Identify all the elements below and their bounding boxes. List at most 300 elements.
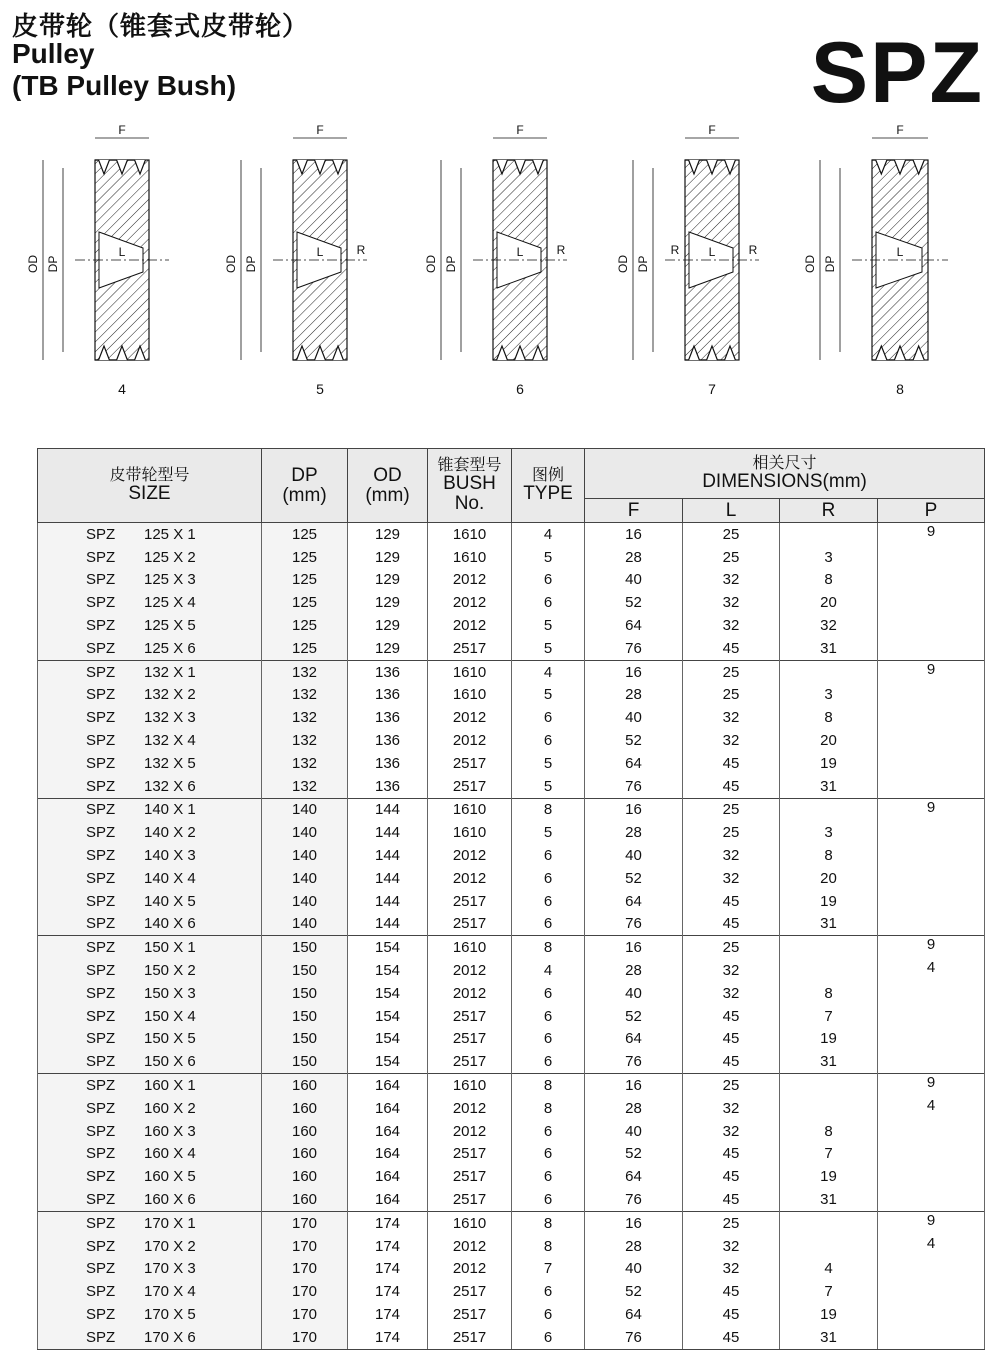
cell-size: SPZ 140 X 2 — [38, 821, 262, 844]
cell-dp: 170 — [262, 1235, 348, 1258]
cell-dp: 160 — [262, 1097, 348, 1120]
cell-r: 4 — [780, 1258, 878, 1281]
cell-l: 45 — [683, 1188, 780, 1211]
cell-f: 52 — [585, 1005, 683, 1028]
cell-type: 4 — [512, 959, 585, 982]
cell-r: 19 — [780, 1028, 878, 1051]
cell-dp: 132 — [262, 684, 348, 707]
cell-od: 144 — [348, 821, 428, 844]
cell-r: 8 — [780, 569, 878, 592]
cell-f: 76 — [585, 1188, 683, 1211]
cell-size: SPZ 132 X 4 — [38, 729, 262, 752]
cell-l: 45 — [683, 752, 780, 775]
cell-dp: 150 — [262, 1028, 348, 1051]
cell-r: 8 — [780, 982, 878, 1005]
cell-od: 136 — [348, 729, 428, 752]
cell-bush: 2517 — [428, 1165, 512, 1188]
table-row — [38, 614, 985, 637]
cell-p — [878, 591, 985, 614]
cell-size: SPZ 125 X 6 — [38, 637, 262, 660]
cell-f: 76 — [585, 913, 683, 936]
cell-l: 45 — [683, 1326, 780, 1349]
cell-dp: 160 — [262, 1120, 348, 1143]
cell-p — [878, 569, 985, 592]
table-row — [38, 1258, 985, 1281]
cell-type: 6 — [512, 1028, 585, 1051]
cell-od: 164 — [348, 1165, 428, 1188]
cell-od: 136 — [348, 775, 428, 798]
table-row — [38, 1074, 985, 1097]
header-bush: 锥套型号 BUSH No. — [428, 449, 512, 523]
cell-bush: 2517 — [428, 1005, 512, 1028]
cell-l: 32 — [683, 1120, 780, 1143]
cell-f: 52 — [585, 1280, 683, 1303]
page-subtitle-en: (TB Pulley Bush) — [12, 70, 237, 101]
f-label: F — [708, 123, 716, 137]
cell-r: 31 — [780, 913, 878, 936]
cell-r: 20 — [780, 591, 878, 614]
cell-p — [878, 614, 985, 637]
cell-size: SPZ 150 X 1 — [38, 936, 262, 959]
f-label: F — [118, 123, 126, 137]
cell-size: SPZ 140 X 5 — [38, 890, 262, 913]
cell-od: 144 — [348, 844, 428, 867]
cell-type: 6 — [512, 913, 585, 936]
cell-bush: 2012 — [428, 706, 512, 729]
l-label: L — [316, 245, 324, 259]
cell-p: 9 — [878, 936, 985, 959]
cell-od: 129 — [348, 637, 428, 660]
cell-type: 5 — [512, 546, 585, 569]
r-label: R — [748, 243, 758, 257]
cell-l: 32 — [683, 569, 780, 592]
cell-p — [878, 637, 985, 660]
cell-size: SPZ 170 X 3 — [38, 1258, 262, 1281]
cell-dp: 170 — [262, 1211, 348, 1234]
cell-bush: 1610 — [428, 660, 512, 683]
cell-size: SPZ 160 X 1 — [38, 1074, 262, 1097]
cell-size: SPZ 132 X 2 — [38, 684, 262, 707]
r-label: R — [356, 243, 366, 257]
table-row — [38, 523, 985, 546]
cell-od: 129 — [348, 546, 428, 569]
cell-p — [878, 982, 985, 1005]
cell-p — [878, 1028, 985, 1051]
cell-bush: 2012 — [428, 1097, 512, 1120]
header-p: P — [878, 499, 985, 523]
cell-type: 6 — [512, 1120, 585, 1143]
cell-f: 40 — [585, 1120, 683, 1143]
cell-r: 8 — [780, 844, 878, 867]
cell-size: SPZ 170 X 1 — [38, 1211, 262, 1234]
cell-size: SPZ 170 X 2 — [38, 1235, 262, 1258]
cell-bush: 2517 — [428, 1280, 512, 1303]
cell-l: 32 — [683, 1235, 780, 1258]
cell-f: 40 — [585, 1258, 683, 1281]
cell-l: 32 — [683, 1258, 780, 1281]
cell-p — [878, 913, 985, 936]
cell-bush: 2012 — [428, 569, 512, 592]
cell-p — [878, 1303, 985, 1326]
cell-l: 32 — [683, 1097, 780, 1120]
cell-l: 25 — [683, 660, 780, 683]
cell-l: 32 — [683, 982, 780, 1005]
dp-label: DP — [244, 255, 258, 273]
cell-od: 136 — [348, 706, 428, 729]
cell-od: 136 — [348, 660, 428, 683]
cell-od: 154 — [348, 1028, 428, 1051]
l-label: L — [516, 245, 524, 259]
table-row — [38, 1165, 985, 1188]
f-label: F — [896, 123, 904, 137]
table-row — [38, 684, 985, 707]
header-dimensions: 相关尺寸 DIMENSIONS(mm) — [585, 449, 985, 499]
cell-size: SPZ 160 X 4 — [38, 1143, 262, 1166]
table-row — [38, 1188, 985, 1211]
header-r: R — [780, 499, 878, 523]
cell-l: 45 — [683, 1005, 780, 1028]
cell-r: 31 — [780, 1188, 878, 1211]
cell-p — [878, 821, 985, 844]
cell-l: 32 — [683, 706, 780, 729]
cell-size: SPZ 125 X 1 — [38, 523, 262, 546]
cell-f: 76 — [585, 1050, 683, 1073]
cell-bush: 1610 — [428, 684, 512, 707]
pulley-diagram-type-8 — [803, 123, 948, 397]
cell-od: 174 — [348, 1326, 428, 1349]
table-row — [38, 821, 985, 844]
cell-p — [878, 1258, 985, 1281]
cell-type: 8 — [512, 798, 585, 821]
cell-p — [878, 706, 985, 729]
table-row — [38, 1097, 985, 1120]
cell-bush: 2012 — [428, 591, 512, 614]
cell-type: 6 — [512, 1050, 585, 1073]
cell-r: 32 — [780, 614, 878, 637]
cell-bush: 1610 — [428, 821, 512, 844]
cell-l: 45 — [683, 775, 780, 798]
cell-size: SPZ 170 X 6 — [38, 1326, 262, 1349]
cell-od: 164 — [348, 1143, 428, 1166]
cell-dp: 125 — [262, 523, 348, 546]
cell-type: 8 — [512, 1074, 585, 1097]
cell-f: 64 — [585, 752, 683, 775]
table-row — [38, 798, 985, 821]
cell-p — [878, 1188, 985, 1211]
table-row — [38, 1326, 985, 1349]
cell-size: SPZ 125 X 5 — [38, 614, 262, 637]
cell-l: 25 — [683, 523, 780, 546]
cell-r: 20 — [780, 729, 878, 752]
cell-dp: 125 — [262, 637, 348, 660]
cell-dp: 150 — [262, 1050, 348, 1073]
cell-l: 32 — [683, 591, 780, 614]
cell-p: 9 — [878, 660, 985, 683]
cell-od: 136 — [348, 684, 428, 707]
cell-size: SPZ 132 X 6 — [38, 775, 262, 798]
table-row — [38, 1005, 985, 1028]
cell-f: 28 — [585, 821, 683, 844]
cell-size: SPZ 170 X 5 — [38, 1303, 262, 1326]
cell-p — [878, 546, 985, 569]
cell-f: 28 — [585, 959, 683, 982]
cell-size: SPZ 160 X 6 — [38, 1188, 262, 1211]
cell-dp: 160 — [262, 1143, 348, 1166]
table-row — [38, 1280, 985, 1303]
cell-bush: 1610 — [428, 936, 512, 959]
cell-f: 40 — [585, 982, 683, 1005]
cell-type: 6 — [512, 729, 585, 752]
cell-type: 5 — [512, 614, 585, 637]
l-label: L — [118, 245, 126, 259]
cell-bush: 2012 — [428, 614, 512, 637]
cell-l: 45 — [683, 1143, 780, 1166]
cell-dp: 150 — [262, 1005, 348, 1028]
cell-l: 25 — [683, 1074, 780, 1097]
cell-l: 32 — [683, 844, 780, 867]
cell-bush: 2517 — [428, 913, 512, 936]
cell-f: 16 — [585, 936, 683, 959]
cell-dp: 160 — [262, 1188, 348, 1211]
cell-r: 19 — [780, 752, 878, 775]
cell-dp: 170 — [262, 1280, 348, 1303]
dp-label: DP — [46, 255, 60, 273]
cell-l: 25 — [683, 684, 780, 707]
cell-p — [878, 729, 985, 752]
cell-r: 31 — [780, 775, 878, 798]
cell-size: SPZ 150 X 5 — [38, 1028, 262, 1051]
f-label: F — [316, 123, 324, 137]
cell-f: 16 — [585, 660, 683, 683]
table-row — [38, 936, 985, 959]
cell-f: 28 — [585, 546, 683, 569]
cell-p — [878, 1143, 985, 1166]
cell-r — [780, 523, 878, 546]
cell-size: SPZ 160 X 2 — [38, 1097, 262, 1120]
cell-dp: 140 — [262, 798, 348, 821]
table-row — [38, 569, 985, 592]
cell-bush: 2517 — [428, 1050, 512, 1073]
cell-f: 16 — [585, 798, 683, 821]
cell-size: SPZ 125 X 4 — [38, 591, 262, 614]
cell-l: 32 — [683, 729, 780, 752]
r2-label: R — [670, 243, 680, 257]
cell-bush: 2517 — [428, 890, 512, 913]
cell-od: 136 — [348, 752, 428, 775]
header-size: 皮带轮型号 SIZE — [38, 449, 262, 523]
cell-r — [780, 936, 878, 959]
cell-bush: 1610 — [428, 1211, 512, 1234]
cell-dp: 132 — [262, 752, 348, 775]
table-row — [38, 1120, 985, 1143]
f-label: F — [516, 123, 524, 137]
table-row — [38, 591, 985, 614]
pulley-diagram-type-7 — [616, 123, 759, 397]
cell-type: 7 — [512, 1258, 585, 1281]
cell-r: 7 — [780, 1005, 878, 1028]
cell-od: 164 — [348, 1188, 428, 1211]
cell-f: 64 — [585, 1303, 683, 1326]
diagram-type-number: 7 — [708, 381, 716, 397]
series-code: SPZ — [810, 25, 984, 121]
cell-type: 5 — [512, 637, 585, 660]
cell-l: 45 — [683, 1165, 780, 1188]
cell-r — [780, 1074, 878, 1097]
cell-r: 19 — [780, 1303, 878, 1326]
cell-f: 64 — [585, 614, 683, 637]
cell-od: 174 — [348, 1258, 428, 1281]
cell-size: SPZ 140 X 6 — [38, 913, 262, 936]
cell-bush: 2517 — [428, 637, 512, 660]
table-row — [38, 706, 985, 729]
cell-dp: 132 — [262, 775, 348, 798]
cell-dp: 125 — [262, 591, 348, 614]
cell-od: 129 — [348, 591, 428, 614]
cell-type: 6 — [512, 1326, 585, 1349]
cell-od: 144 — [348, 890, 428, 913]
cell-dp: 132 — [262, 660, 348, 683]
cell-type: 6 — [512, 569, 585, 592]
cell-p: 4 — [878, 959, 985, 982]
dp-label: DP — [636, 255, 650, 273]
cell-od: 129 — [348, 614, 428, 637]
table-row — [38, 1050, 985, 1073]
cell-dp: 125 — [262, 614, 348, 637]
cell-bush: 2012 — [428, 844, 512, 867]
header-f: F — [585, 499, 683, 523]
cell-bush: 2517 — [428, 1028, 512, 1051]
cell-bush: 2012 — [428, 1235, 512, 1258]
cell-od: 174 — [348, 1303, 428, 1326]
cell-od: 129 — [348, 523, 428, 546]
cell-r: 3 — [780, 821, 878, 844]
cell-l: 25 — [683, 798, 780, 821]
table-row — [38, 660, 985, 683]
cell-f: 52 — [585, 591, 683, 614]
cell-od: 174 — [348, 1280, 428, 1303]
cell-bush: 2012 — [428, 1258, 512, 1281]
cell-dp: 140 — [262, 844, 348, 867]
cell-size: SPZ 125 X 3 — [38, 569, 262, 592]
cell-type: 6 — [512, 591, 585, 614]
cell-od: 154 — [348, 936, 428, 959]
cell-type: 8 — [512, 1211, 585, 1234]
cell-type: 8 — [512, 1097, 585, 1120]
cell-p — [878, 775, 985, 798]
cell-l: 25 — [683, 546, 780, 569]
cell-f: 64 — [585, 1028, 683, 1051]
table-row — [38, 913, 985, 936]
cell-p — [878, 1165, 985, 1188]
cell-p: 4 — [878, 1097, 985, 1120]
cell-size: SPZ 132 X 1 — [38, 660, 262, 683]
cell-f: 64 — [585, 890, 683, 913]
cell-dp: 160 — [262, 1165, 348, 1188]
cell-r: 31 — [780, 1326, 878, 1349]
cell-p — [878, 1120, 985, 1143]
cell-type: 6 — [512, 1303, 585, 1326]
cell-type: 6 — [512, 1005, 585, 1028]
cell-r — [780, 959, 878, 982]
cell-type: 4 — [512, 523, 585, 546]
cell-type: 8 — [512, 936, 585, 959]
cell-dp: 160 — [262, 1074, 348, 1097]
cell-dp: 170 — [262, 1258, 348, 1281]
r-label: R — [556, 243, 566, 257]
cell-p: 9 — [878, 1074, 985, 1097]
cell-r: 7 — [780, 1280, 878, 1303]
table-row — [38, 867, 985, 890]
cell-bush: 1610 — [428, 1074, 512, 1097]
table-row — [38, 729, 985, 752]
cell-r — [780, 1235, 878, 1258]
cell-size: SPZ 150 X 3 — [38, 982, 262, 1005]
cell-bush: 2517 — [428, 775, 512, 798]
cell-r: 8 — [780, 1120, 878, 1143]
cell-r — [780, 798, 878, 821]
cell-size: SPZ 160 X 5 — [38, 1165, 262, 1188]
cell-dp: 150 — [262, 982, 348, 1005]
cell-r — [780, 1097, 878, 1120]
cell-type: 6 — [512, 1280, 585, 1303]
cell-p — [878, 890, 985, 913]
od-label: OD — [803, 255, 817, 273]
cell-bush: 2517 — [428, 1326, 512, 1349]
table-row — [38, 1028, 985, 1051]
cell-size: SPZ 150 X 4 — [38, 1005, 262, 1028]
page-title-en: Pulley — [12, 38, 95, 69]
diagram-type-number: 5 — [316, 381, 324, 397]
table-row — [38, 1235, 985, 1258]
table-row — [38, 637, 985, 660]
cell-od: 164 — [348, 1097, 428, 1120]
cell-f: 28 — [585, 684, 683, 707]
cell-p — [878, 1005, 985, 1028]
table-row — [38, 546, 985, 569]
cell-type: 8 — [512, 1235, 585, 1258]
cell-p: 4 — [878, 1235, 985, 1258]
cell-bush: 2517 — [428, 1188, 512, 1211]
diagram-type-number: 8 — [896, 381, 904, 397]
cell-r — [780, 1211, 878, 1234]
cell-l: 45 — [683, 1028, 780, 1051]
diagram-type-number: 6 — [516, 381, 524, 397]
cell-r: 31 — [780, 1050, 878, 1073]
cell-bush: 2517 — [428, 1143, 512, 1166]
cell-l: 32 — [683, 959, 780, 982]
cell-od: 154 — [348, 1050, 428, 1073]
cell-f: 40 — [585, 706, 683, 729]
cell-r: 3 — [780, 546, 878, 569]
cell-size: SPZ 140 X 4 — [38, 867, 262, 890]
cell-f: 52 — [585, 867, 683, 890]
l-label: L — [708, 245, 716, 259]
cell-r: 20 — [780, 867, 878, 890]
od-label: OD — [424, 255, 438, 273]
cell-r — [780, 660, 878, 683]
cell-r: 3 — [780, 684, 878, 707]
dp-label: DP — [444, 255, 458, 273]
cell-size: SPZ 160 X 3 — [38, 1120, 262, 1143]
cell-type: 5 — [512, 775, 585, 798]
cell-l: 25 — [683, 936, 780, 959]
cell-type: 6 — [512, 1143, 585, 1166]
cell-od: 129 — [348, 569, 428, 592]
dp-label: DP — [823, 255, 837, 273]
cell-r: 8 — [780, 706, 878, 729]
cell-bush: 2012 — [428, 867, 512, 890]
cell-size: SPZ 140 X 1 — [38, 798, 262, 821]
